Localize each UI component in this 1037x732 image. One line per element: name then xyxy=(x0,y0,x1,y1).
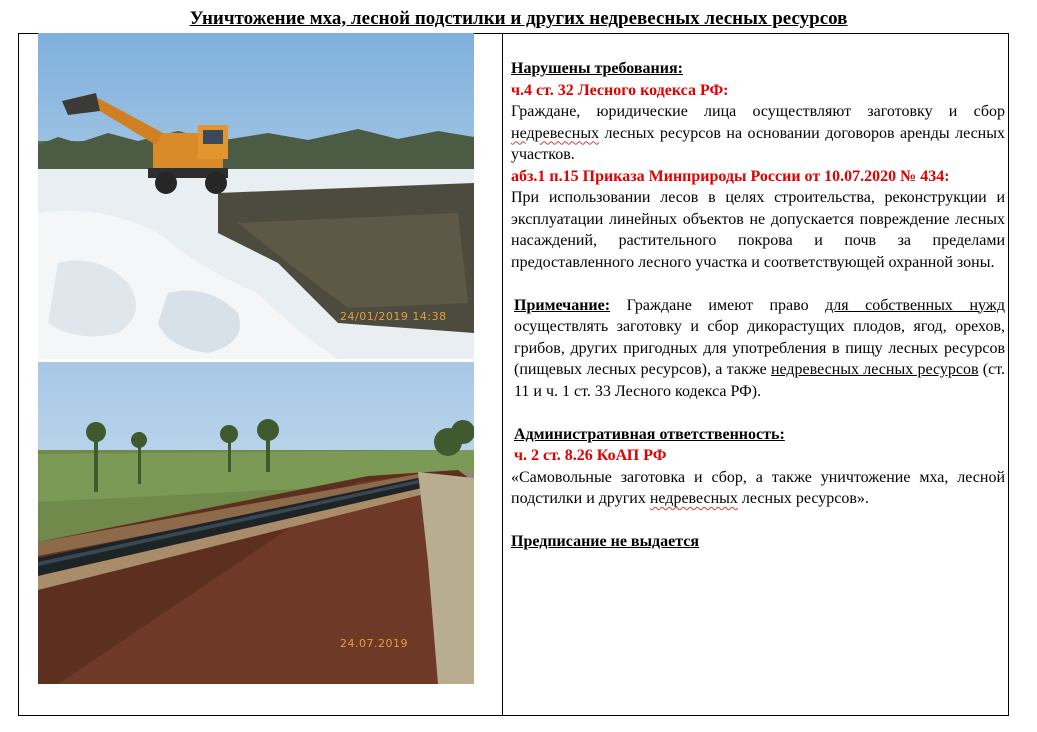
text-part: лесных ресурсов на основании договоров аренды лесных участков. xyxy=(511,124,1005,163)
page-title: Уничтожение мха, лесной подстилки и других недревесных лесных ресурсов xyxy=(189,8,848,29)
text-part: Граждане имеют право xyxy=(610,296,826,314)
column-divider xyxy=(502,33,503,716)
violated-ref-forest-code: ч.4 ст. 32 Лесного кодекса РФ: xyxy=(511,81,729,99)
requirements-text xyxy=(511,58,1005,553)
text-part: для собственных нужд xyxy=(825,296,1005,314)
text-part: лесных ресурсов». xyxy=(737,490,869,507)
violated-text-2: При использовании лесов в целях строительства, реконструкции и эксплуатации линейных объектов не допускается повреждение лесных насаждений, растительного покрова и почв за пределами предоставленного лесного участка и соответствующей охранной зоны. xyxy=(511,189,1005,271)
text-part: недревесных xyxy=(511,124,600,142)
text-part: недревесных лесных ресурсов xyxy=(770,361,979,378)
violated-ref-order: абз.1 п.15 Приказа Минприроды России от 10.07.2020 № 434: xyxy=(511,167,950,185)
text-part: недревесных xyxy=(649,490,738,507)
note-heading: Примечание: xyxy=(514,296,611,314)
pipeline-photo xyxy=(38,362,474,684)
photo-timestamp: 24/01/2019 14:38 xyxy=(340,310,447,323)
excavator-photo xyxy=(38,33,474,359)
text-part: Граждане, юридические лица осуществляют заготовку и сбор xyxy=(511,103,1005,120)
text-part: (ст. 11 и ч. 1 ст. 33 Лесного кодекса РФ). xyxy=(514,361,1006,400)
conclusion: Предписание не выдается xyxy=(511,533,700,550)
text-part: осуществлять заготовку и сбор дикорастущих плодов, ягод, орехов, грибов, других пригодных для употребления в пищу лесных ресурсов (пищевых лесных ресурсов), а также xyxy=(514,318,1005,378)
admin-text xyxy=(511,467,1005,510)
admin-ref: ч. 2 ст. 8.26 КоАП РФ xyxy=(514,447,667,464)
text-part: «Самовольные заготовка и сбор, а также уничтожение мха, лесной подстилки и других xyxy=(511,468,1005,507)
note-paragraph xyxy=(511,295,1005,403)
photo-timestamp: 24.07.2019 xyxy=(340,637,408,650)
violated-text-1 xyxy=(511,101,1005,166)
violated-heading: Нарушены требования: xyxy=(511,60,683,77)
admin-heading: Административная ответственность: xyxy=(514,425,785,443)
